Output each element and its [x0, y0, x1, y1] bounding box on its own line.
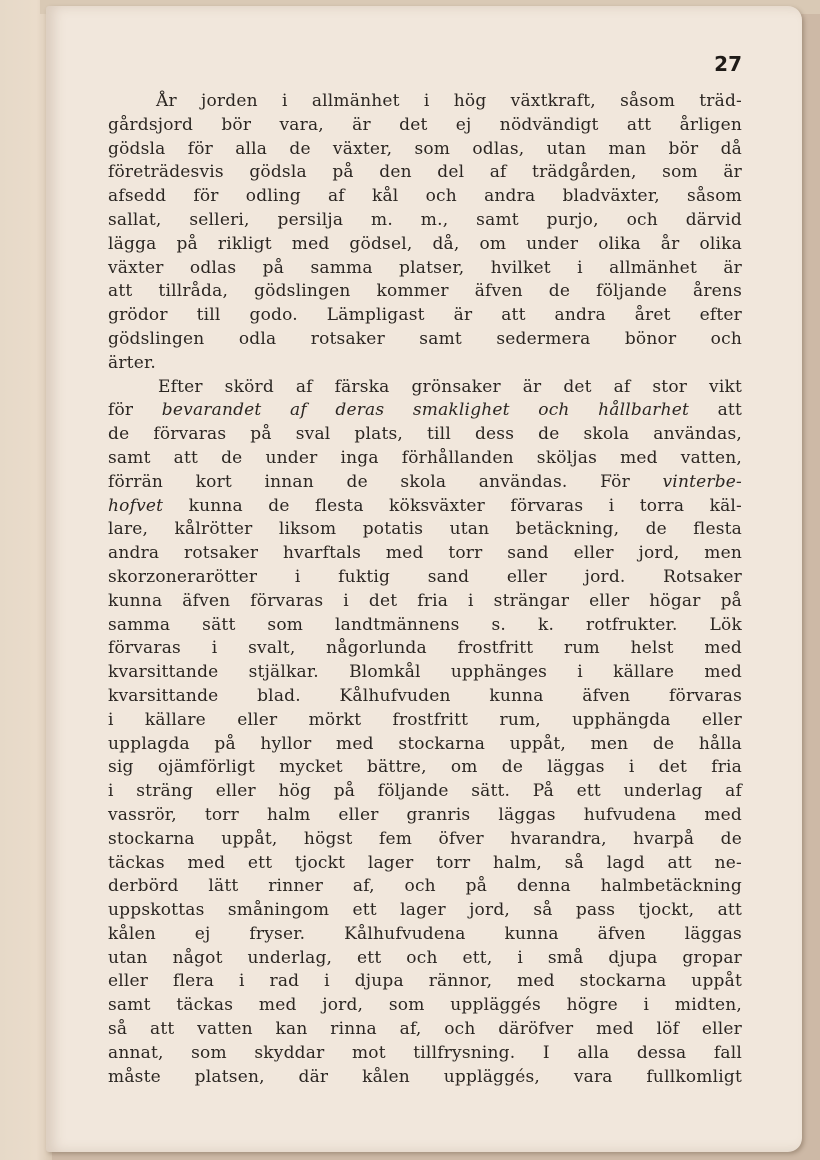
text-segment: stockarna uppåt, högst fem öfver hvarandra, hvarpå de: [108, 828, 742, 849]
text-line: [108, 280, 742, 304]
text-segment: måste platsen, där kålen uppläggés, vara fullkomligt: [108, 1066, 742, 1087]
text-line: [108, 114, 742, 138]
text-line: [108, 947, 742, 971]
text-segment: lägga på rikligt med gödsel, då, om under olika år olika: [108, 233, 742, 254]
text-line: [108, 90, 742, 114]
text-segment: afsedd för odling af kål och andra bladväxter, såsom: [108, 186, 742, 207]
text-segment: förrän kort innan de skola användas. För: [108, 471, 663, 492]
text-segment: företrädesvis gödsla på den del af trädgården, som är: [108, 162, 742, 183]
text-segment: i sträng eller hög på följande sätt. På ett underlag af: [108, 781, 742, 802]
text-line: [108, 1018, 742, 1042]
text-segment: lare, kålrötter liksom potatis utan betäckning, de flesta: [108, 519, 742, 540]
text-line: [108, 376, 742, 400]
italic-phrase: bevarandet af deras smaklighet och hållbarhet: [161, 400, 690, 421]
text-segment: andra rotsaker hvarftals med torr sand eller jord, men: [108, 543, 742, 564]
text-segment: ärter.: [108, 352, 157, 373]
text-segment: förvaras i svalt, någorlunda frostfritt rum helst med: [108, 638, 742, 659]
text-line: [108, 471, 742, 495]
text-segment: gödslingen odla rotsaker samt sedermera bönor och: [108, 328, 742, 349]
text-segment: i källare eller mörkt frostfritt rum, upphängda eller: [108, 709, 742, 730]
text-segment: täckas med ett tjockt lager torr halm, så lagd att ne-: [108, 852, 742, 873]
text-segment: sig ojämförligt mycket bättre, om de läggas i det fria: [108, 757, 742, 778]
text-line: [108, 852, 742, 876]
text-line: [108, 923, 742, 947]
text-line: [108, 970, 742, 994]
text-line: [108, 257, 742, 281]
text-line: [108, 495, 742, 519]
italic-phrase: vinterbe-: [662, 471, 742, 492]
text-segment: sallat, selleri, persilja m. m., samt purjo, och därvid: [108, 209, 742, 230]
text-line: [108, 780, 742, 804]
text-line: [108, 994, 742, 1018]
text-segment: gårdsjord bör vara, är det ej nödvändigt att årligen: [108, 114, 742, 135]
text-segment: upplagda på hyllor med stockarna uppåt, men de hålla: [108, 733, 742, 754]
page-number: 27: [714, 52, 742, 76]
text-line: [108, 590, 742, 614]
text-segment: vassrör, torr halm eller granris läggas hufvudena med: [108, 804, 742, 825]
text-line: [108, 233, 742, 257]
text-line: [108, 685, 742, 709]
text-segment: att: [689, 400, 742, 421]
text-segment: kålen ej fryser. Kålhufvudena kunna äfven läggas: [108, 923, 742, 944]
text-line: [108, 899, 742, 923]
text-segment: annat, som skyddar mot tillfrysning. I alla dessa fall: [108, 1042, 742, 1063]
text-line: [108, 209, 742, 233]
text-segment: grödor till godo. Lämpligast är att andra året efter: [108, 305, 742, 326]
text-segment: så att vatten kan rinna af, och däröfver med löf eller: [108, 1019, 742, 1040]
text-segment: gödsla för alla de växter, som odlas, utan man bör då: [108, 138, 742, 159]
text-line: [108, 328, 742, 352]
text-segment: de förvaras på sval plats, till dess de skola användas,: [108, 424, 742, 445]
text-segment: skorzonerarötter i fuktig sand eller jord. Rotsaker: [108, 566, 742, 587]
text-line: [108, 161, 742, 185]
text-line: [108, 352, 742, 376]
text-segment: kunna äfven förvaras i det fria i strängar eller högar på: [108, 590, 742, 611]
text-line: [108, 447, 742, 471]
text-segment: eller flera i rad i djupa rännor, med stockarna uppåt: [108, 971, 742, 992]
text-segment: växter odlas på samma platser, hvilket i allmänhet är: [108, 257, 742, 278]
text-segment: kvarsittande blad. Kålhufvuden kunna äfven förvaras: [108, 685, 742, 706]
text-line: [108, 1066, 742, 1090]
text-line: [108, 614, 742, 638]
text-line: [108, 875, 742, 899]
text-line: [108, 304, 742, 328]
text-line: [108, 756, 742, 780]
text-line: [108, 661, 742, 685]
text-segment: samma sätt som landtmännens s. k. rotfrukter. Lök: [108, 614, 742, 635]
text-line: [108, 423, 742, 447]
text-line: [108, 828, 742, 852]
text-segment: samt täckas med jord, som uppläggés högre i midten,: [108, 995, 742, 1016]
text-line: [108, 804, 742, 828]
text-segment: kvarsittande stjälkar. Blomkål upphänges i källare med: [108, 662, 742, 683]
text-line: [108, 1042, 742, 1066]
text-segment: kunna de flesta köksväxter förvaras i torra käl-: [163, 495, 742, 516]
text-line: [108, 138, 742, 162]
italic-phrase: hofvet: [108, 495, 164, 516]
text-segment: utan något underlag, ett och ett, i små djupa gropar: [108, 947, 742, 968]
text-line: [108, 399, 742, 423]
text-segment: för: [108, 400, 162, 421]
text-segment: Efter skörd af färska grönsaker är det af stor vikt: [158, 376, 742, 397]
text-line: [108, 733, 742, 757]
text-segment: att tillråda, gödslingen kommer äfven de följande årens: [108, 281, 742, 302]
text-segment: samt att de under inga förhållanden sköljas med vatten,: [108, 447, 742, 468]
text-segment: derbörd lätt rinner af, och på denna halmbetäckning: [108, 876, 742, 897]
text-line: [108, 185, 742, 209]
text-line: [108, 566, 742, 590]
left-page-edge: [0, 0, 52, 1160]
text-segment: uppskottas småningom ett lager jord, så pass tjockt, att: [108, 900, 742, 921]
text-line: [108, 542, 742, 566]
body-text: [108, 90, 742, 1089]
text-line: [108, 709, 742, 733]
text-line: [108, 518, 742, 542]
text-line: [108, 637, 742, 661]
text-segment: År jorden i allmänhet i hög växtkraft, såsom träd-: [156, 91, 742, 111]
